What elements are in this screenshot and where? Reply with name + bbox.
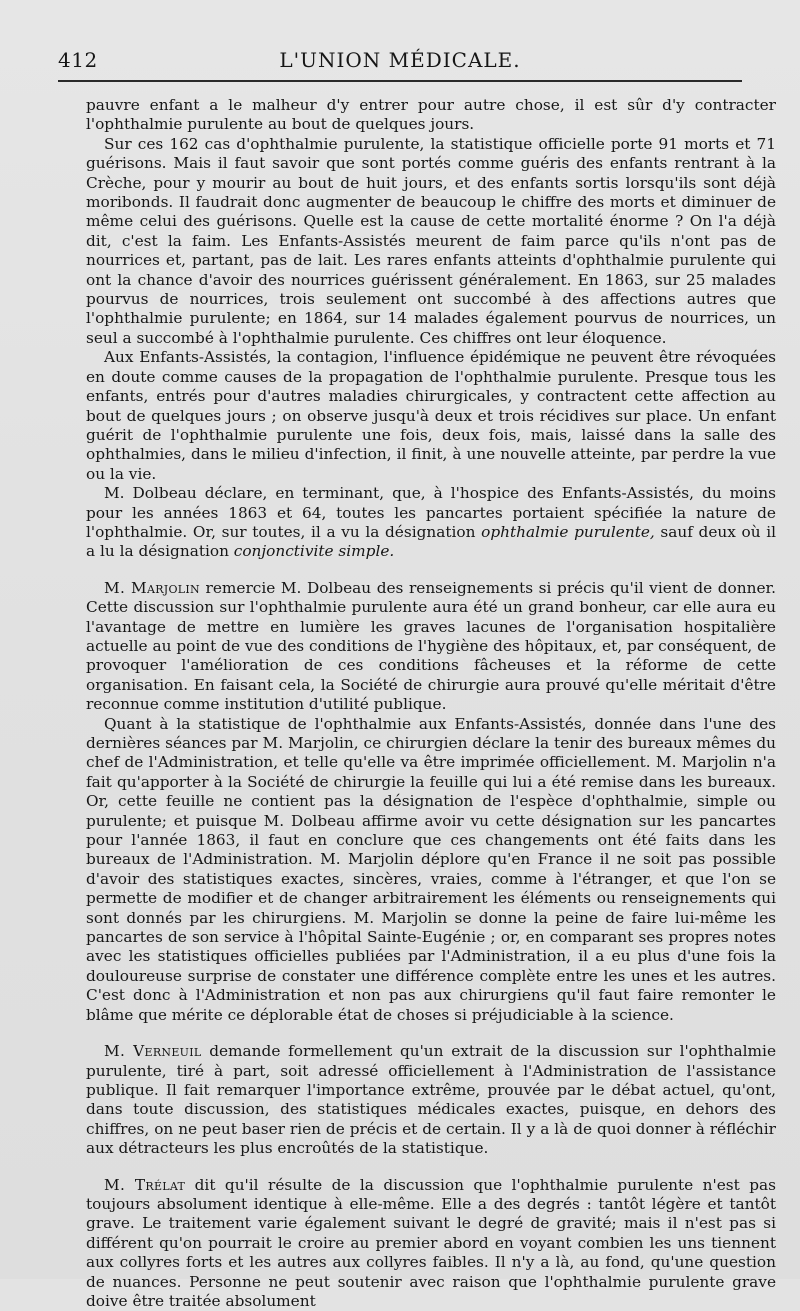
speaker-marjolin: M. Marjolin — [104, 578, 200, 597]
paragraph-trelat — [86, 1176, 776, 1311]
verneuil-text: demande formellement qu'un extrait de la discussion sur l'ophthalmie purulente, tiré à part, soit adressé officiellement à l'Administration de l'assistance publique. Il fait remarquer l'importance extrême, prouvée par le débat actuel, qu'ont, dans toute discussion, des statistiques médicales exactes, puisque, en dehors des chiffres, on ne peut baser rien de précis et de certain. Il y a là de quoi donner à réfléchir aux détracteurs les plus encroûtés de la statistique. — [86, 1042, 776, 1158]
paragraph-dolbeau — [86, 484, 776, 562]
header-rule — [58, 80, 742, 82]
dolbeau-text-1: M. Dolbeau déclare, en terminant, que, à l'hospice des Enfants-Assistés, du moins pour les années 1863 et 64, toutes les pancartes portaient spécifiée la nature de l'ophthalmie. Or, sur toutes, il a vu la désignation — [86, 484, 776, 541]
speaker-verneuil: M. Verneuil — [104, 1042, 202, 1061]
dolbeau-italic-1: ophthalmie purulente, — [481, 522, 655, 541]
paragraph-marjolin-statistics: Quant à la statistique de l'ophthalmie aux Enfants-Assistés, donnée dans l'une des dernières séances par M. Marjolin, ce chirurgien déclare la tenir des bureaux mêmes du chef de l'Administration, et telle qu'elle va être imprimée officiellement. M. Marjolin n'a fait qu'apporter à la Société de chirurgie la feuille qui lui a été remise dans les bureaux. Or, cette feuille ne contient pas la désignation de l'espèce d'ophthalmie, simple ou purulente; et puisque M. Dolbeau affirme avoir vu cette désignation sur les pancartes pour l'année 1863, il faut en conclure que ces changements ont été faits dans les bureaux de l'Administration. M. Marjolin déplore qu'en France il ne soit pas possible d'avoir des statistiques exactes, sincères, vraies, comme à l'étranger, et que l'on se permette de modifier et de changer arbitrairement les éléments ou renseignements qui sont donnés par les chirurgiens. M. Marjolin se donne la peine de faire lui-même les pancartes de son service à l'hôpital Sainte-Eugénie ; or, en comparant ses propres notes avec les statistiques officielles publiées par l'Administration, il a eu plus d'une fois la douloureuse surprise de constater une différence complète entre les unes et les autres. C'est donc à l'Administration et non pas aux chirurgiens qu'il faut faire remonter le blâme que mérite ce déplorable état de choses si préjudiciable à la science. — [86, 714, 776, 1024]
paragraph-verneuil — [86, 1042, 776, 1158]
dolbeau-text-2: sauf deux où il a lu la désignation — [86, 522, 776, 561]
paragraph-marjolin — [86, 579, 776, 715]
speaker-trelat: M. Trélat — [104, 1175, 186, 1194]
article-body — [86, 96, 776, 1311]
page-header — [58, 44, 742, 76]
marjolin-text: remercie M. Dolbeau des renseignements si précis qu'il vient de donner. Cette discussion sur l'ophthalmie purulente aura été un grand bonheur, car elle aura eu l'avantage de mettre en lumière les graves lacunes de l'organisation hospitalière actuelle au point de vue des conditions de l'hygiène des hôpitaux, et, par conséquent, de provoquer l'amélioration de ces conditions fâcheuses et la réforme de cette organisation. En faisant cela, la Société de chirurgie aura prouvé qu'elle méritait d'être reconnue comme institution d'utilité publique. — [86, 578, 776, 714]
dolbeau-italic-2: conjonctivite simple. — [233, 542, 395, 561]
paragraph-statistics: Sur ces 162 cas d'ophthalmie purulente, la statistique officielle porte 91 morts et 71 guérisons. Mais il faut savoir que sont portés comme guéris des enfants rentrant à la Crèche, pour y mourir au bout de huit jours, et des enfants sortis lorsqu'ils sont déjà moribonds. Il faudrait donc augmenter de beaucoup le chiffre des morts et diminuer de même celui des guérisons. Quelle est la cause de cette mortalité énorme ? On l'a déjà dit, c'est la faim. Les Enfants-Assistés meurent de faim parce qu'ils n'ont pas de nourrices et, partant, pas de lait. Les rares enfants atteints d'ophthalmie purulente qui ont la chance d'avoir des nourrices guérissent généralement. En 1863, sur 25 malades pourvus de nourrices, trois seulement ont succombé à des affections autres que l'ophthalmie purulente; en 1864, sur 14 malades également pourvus de nourrices, un seul a succombé à l'ophthalmie purulente. Ces chiffres ont leur éloquence. — [86, 134, 776, 347]
paragraph-continuation: pauvre enfant a le malheur d'y entrer pour autre chose, il est sûr d'y contracter l'ophthalmie purulente au bout de quelques jours. — [86, 96, 776, 134]
paragraph-contagion: Aux Enfants-Assistés, la contagion, l'influence épidémique ne peuvent être révoquées en doute comme causes de la propagation de l'ophthalmie purulente. Presque tous les enfants, entrés pour d'autres maladies chirurgicales, y contractent cette affection au bout de quelques jours ; on observe jusqu'à deux et trois récidives sur place. Un enfant guérit de l'ophthalmie purulente une fois, deux fois, mais, laissé dans la salle des ophthalmies, dans le milieu d'infection, il finit, à une nouvelle atteinte, par perdre la vue ou la vie. — [86, 348, 776, 483]
running-title: L'UNION MÉDICALE. — [279, 48, 521, 72]
page-number: 412 — [58, 48, 98, 72]
trelat-text: dit qu'il résulte de la discussion que l'ophthalmie purulente n'est pas toujours absolument identique à elle-même. Elle a des degrés : tantôt légère et tantôt grave. Le traitement varie également suivant le degré de gravité; mais il n'est pas si différent qu'on pourrait le croire au premier abord en voyant combien les uns tiennent aux collyres forts et les autres aux collyres faibles. Il n'y a là, au fond, qu'une question de nuances. Personne ne peut soutenir avec raison que l'ophthalmie purulente grave doive être traitée absolument — [86, 1175, 777, 1310]
